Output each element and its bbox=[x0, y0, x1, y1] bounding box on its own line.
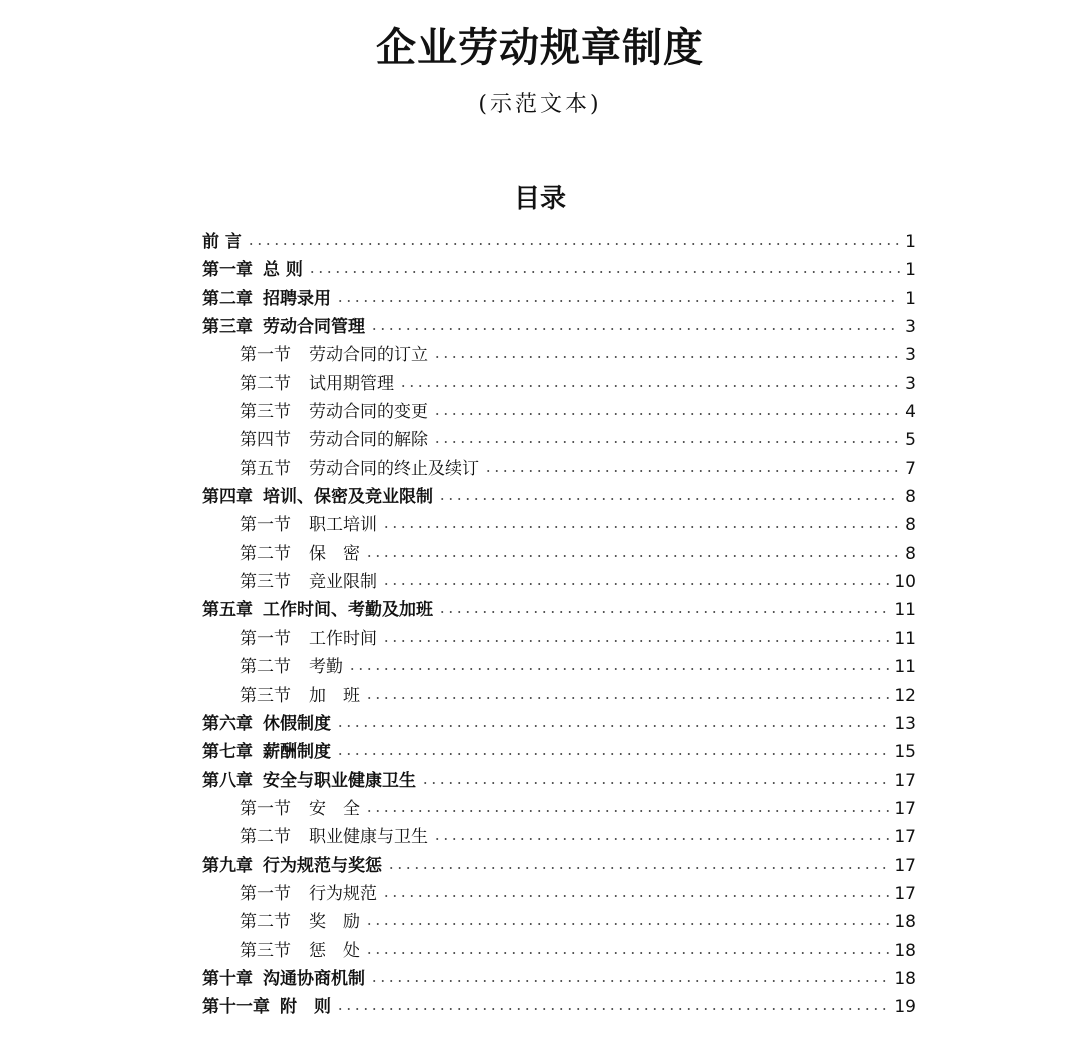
toc-section-entry[interactable] bbox=[202, 908, 916, 936]
toc-page-number: 8 bbox=[905, 543, 916, 564]
toc-entry-label: 劳动合同管理 bbox=[263, 317, 365, 338]
toc-page-number: 17 bbox=[894, 827, 916, 848]
toc-entry-number: 第一节 bbox=[240, 628, 291, 649]
toc-chapter-entry[interactable] bbox=[202, 710, 916, 738]
toc-entry-label: 试用期管理 bbox=[309, 373, 394, 394]
toc-entry-label: 沟通协商机制 bbox=[263, 968, 365, 989]
toc-entry-label: 工作时间 bbox=[309, 628, 377, 649]
toc-entry-label: 劳动合同的终止及续订 bbox=[309, 458, 479, 479]
toc-page-number: 3 bbox=[905, 345, 916, 366]
toc-dot-leader bbox=[382, 639, 889, 643]
toc-chapter-entry[interactable] bbox=[202, 285, 916, 313]
toc-entry-label: 行为规范与奖惩 bbox=[263, 855, 382, 876]
toc-dot-leader bbox=[336, 1007, 889, 1011]
toc-page-number: 3 bbox=[905, 317, 916, 338]
toc-entry-number: 第五节 bbox=[240, 458, 291, 479]
toc-dot-leader bbox=[370, 327, 900, 331]
toc-chapter-entry[interactable] bbox=[202, 993, 916, 1021]
toc-page-number: 18 bbox=[894, 912, 916, 933]
toc-section-entry[interactable] bbox=[202, 880, 916, 908]
toc-entry-number: 第十一章 bbox=[202, 997, 270, 1018]
toc-page-number: 17 bbox=[894, 883, 916, 904]
toc-dot-leader bbox=[421, 781, 889, 785]
toc-entry-number: 第七章 bbox=[202, 742, 253, 763]
toc-page-number: 18 bbox=[894, 940, 916, 961]
toc-entry-number: 第八章 bbox=[202, 770, 253, 791]
toc-entry-number: 第三节 bbox=[240, 572, 291, 593]
toc-entry-label: 竞业限制 bbox=[309, 572, 377, 593]
toc-page-number: 8 bbox=[905, 515, 916, 536]
toc-page-number: 12 bbox=[894, 685, 916, 706]
toc-entry-number: 第一章 bbox=[202, 260, 253, 281]
toc-dot-leader bbox=[387, 866, 889, 870]
toc-page-number: 11 bbox=[894, 628, 916, 649]
toc-entry-label: 考勤 bbox=[309, 657, 343, 678]
toc-entry-number: 第一节 bbox=[240, 515, 291, 536]
toc-section-entry[interactable] bbox=[202, 540, 916, 568]
toc-heading: 目录 bbox=[513, 184, 566, 214]
toc-entry-label: 附 则 bbox=[280, 997, 331, 1018]
toc-page-number: 17 bbox=[894, 798, 916, 819]
toc-entry-number: 前 言 bbox=[202, 232, 242, 252]
toc-entry-number: 第三节 bbox=[240, 940, 291, 961]
toc-section-entry[interactable] bbox=[202, 370, 916, 398]
toc-dot-leader bbox=[365, 922, 889, 926]
toc-entry-number: 第十章 bbox=[202, 968, 253, 989]
toc-entry-label: 职工培训 bbox=[309, 515, 377, 536]
toc-section-entry[interactable] bbox=[202, 341, 916, 369]
toc-entry-label: 培训、保密及竞业限制 bbox=[263, 487, 433, 508]
toc-page-number: 7 bbox=[905, 458, 916, 479]
toc-dot-leader bbox=[433, 837, 889, 841]
toc-entry-label: 休假制度 bbox=[263, 713, 331, 734]
toc-page-number: 18 bbox=[894, 968, 916, 989]
toc-section-entry[interactable] bbox=[202, 795, 916, 823]
toc-dot-leader bbox=[433, 412, 900, 416]
toc-section-entry[interactable] bbox=[202, 455, 916, 483]
toc-entry-label: 惩 处 bbox=[309, 940, 360, 961]
toc-dot-leader bbox=[336, 752, 889, 756]
toc-dot-leader bbox=[247, 242, 900, 246]
document-title: 企业劳动规章制度 bbox=[376, 25, 704, 71]
toc-chapter-entry[interactable] bbox=[202, 738, 916, 766]
toc-chapter-entry[interactable] bbox=[202, 483, 916, 511]
toc-section-entry[interactable] bbox=[202, 398, 916, 426]
toc-entry-label: 招聘录用 bbox=[263, 288, 331, 309]
toc-page-number: 1 bbox=[905, 288, 916, 309]
toc-dot-leader bbox=[438, 497, 900, 501]
toc-entry-number: 第二节 bbox=[240, 543, 291, 564]
toc-dot-leader bbox=[365, 696, 889, 700]
toc-entry-number: 第五章 bbox=[202, 600, 253, 621]
toc-entry-number: 第四节 bbox=[240, 430, 291, 451]
toc-chapter-entry[interactable] bbox=[202, 313, 916, 341]
toc-chapter-entry[interactable] bbox=[202, 256, 916, 284]
toc-entry-label: 加 班 bbox=[309, 685, 360, 706]
toc-section-entry[interactable] bbox=[202, 568, 916, 596]
toc-page-number: 11 bbox=[894, 657, 916, 678]
toc-dot-leader bbox=[370, 979, 889, 983]
toc-page-number: 1 bbox=[905, 232, 916, 252]
toc-section-entry[interactable] bbox=[202, 653, 916, 681]
toc-entry-label: 安全与职业健康卫生 bbox=[263, 770, 416, 791]
toc-dot-leader bbox=[365, 809, 889, 813]
toc-dot-leader bbox=[438, 610, 889, 614]
toc-entry-number: 第二节 bbox=[240, 657, 291, 678]
toc-entry-number: 第三节 bbox=[240, 402, 291, 423]
toc-entry-label: 总 则 bbox=[263, 260, 303, 281]
toc-page-number: 10 bbox=[894, 572, 916, 593]
toc-entry-label: 劳动合同的变更 bbox=[309, 402, 428, 423]
toc-entry-number: 第一节 bbox=[240, 345, 291, 366]
table-of-contents bbox=[202, 228, 916, 1022]
toc-entry-label: 行为规范 bbox=[309, 883, 377, 904]
document-subtitle: (示范文本) bbox=[478, 92, 602, 117]
toc-entry-label: 工作时间、考勤及加班 bbox=[263, 600, 433, 621]
toc-entry-label: 保 密 bbox=[309, 543, 360, 564]
toc-section-entry[interactable] bbox=[202, 426, 916, 454]
toc-entry-number: 第一节 bbox=[240, 883, 291, 904]
toc-dot-leader bbox=[365, 554, 900, 558]
toc-entry-number: 第六章 bbox=[202, 713, 253, 734]
toc-entry-number: 第一节 bbox=[240, 798, 291, 819]
toc-entry-label: 奖 励 bbox=[309, 912, 360, 933]
toc-page-number: 3 bbox=[905, 373, 916, 394]
toc-dot-leader bbox=[399, 384, 900, 388]
toc-page-number: 4 bbox=[905, 402, 916, 423]
toc-section-entry[interactable] bbox=[202, 823, 916, 851]
toc-dot-leader bbox=[336, 299, 900, 303]
toc-section-entry[interactable] bbox=[202, 625, 916, 653]
toc-entry-number: 第三章 bbox=[202, 317, 253, 338]
toc-page-number: 5 bbox=[905, 430, 916, 451]
toc-section-entry[interactable] bbox=[202, 937, 916, 965]
toc-dot-leader bbox=[348, 667, 889, 671]
toc-entry-label: 劳动合同的订立 bbox=[309, 345, 428, 366]
toc-dot-leader bbox=[484, 469, 900, 473]
toc-page-number: 1 bbox=[905, 260, 916, 281]
toc-dot-leader bbox=[382, 582, 889, 586]
toc-entry-label: 薪酬制度 bbox=[263, 742, 331, 763]
toc-entry-label: 职业健康与卫生 bbox=[309, 827, 428, 848]
toc-entry-number: 第二节 bbox=[240, 827, 291, 848]
toc-chapter-entry[interactable] bbox=[202, 228, 916, 256]
toc-entry-number: 第二章 bbox=[202, 288, 253, 309]
toc-dot-leader bbox=[365, 951, 889, 955]
toc-entry-number: 第二节 bbox=[240, 373, 291, 394]
toc-page-number: 15 bbox=[894, 742, 916, 763]
toc-page-number: 19 bbox=[894, 997, 916, 1018]
toc-page-number: 11 bbox=[894, 600, 916, 621]
toc-page-number: 8 bbox=[905, 487, 916, 508]
toc-dot-leader bbox=[433, 440, 900, 444]
toc-section-entry[interactable] bbox=[202, 511, 916, 539]
toc-entry-number: 第三节 bbox=[240, 685, 291, 706]
toc-chapter-entry[interactable] bbox=[202, 596, 916, 624]
toc-chapter-entry[interactable] bbox=[202, 767, 916, 795]
toc-entry-number: 第四章 bbox=[202, 487, 253, 508]
toc-entry-number: 第九章 bbox=[202, 855, 253, 876]
toc-entry-label: 安 全 bbox=[309, 798, 360, 819]
toc-entry-number: 第二节 bbox=[240, 912, 291, 933]
toc-page-number: 17 bbox=[894, 855, 916, 876]
toc-page-number: 17 bbox=[894, 770, 916, 791]
toc-dot-leader bbox=[382, 525, 900, 529]
toc-chapter-entry[interactable] bbox=[202, 852, 916, 880]
toc-dot-leader bbox=[382, 894, 889, 898]
toc-page-number: 13 bbox=[894, 713, 916, 734]
toc-entry-label: 劳动合同的解除 bbox=[309, 430, 428, 451]
toc-section-entry[interactable] bbox=[202, 682, 916, 710]
toc-dot-leader bbox=[308, 270, 900, 274]
toc-dot-leader bbox=[336, 724, 889, 728]
toc-chapter-entry[interactable] bbox=[202, 965, 916, 993]
toc-dot-leader bbox=[433, 355, 900, 359]
